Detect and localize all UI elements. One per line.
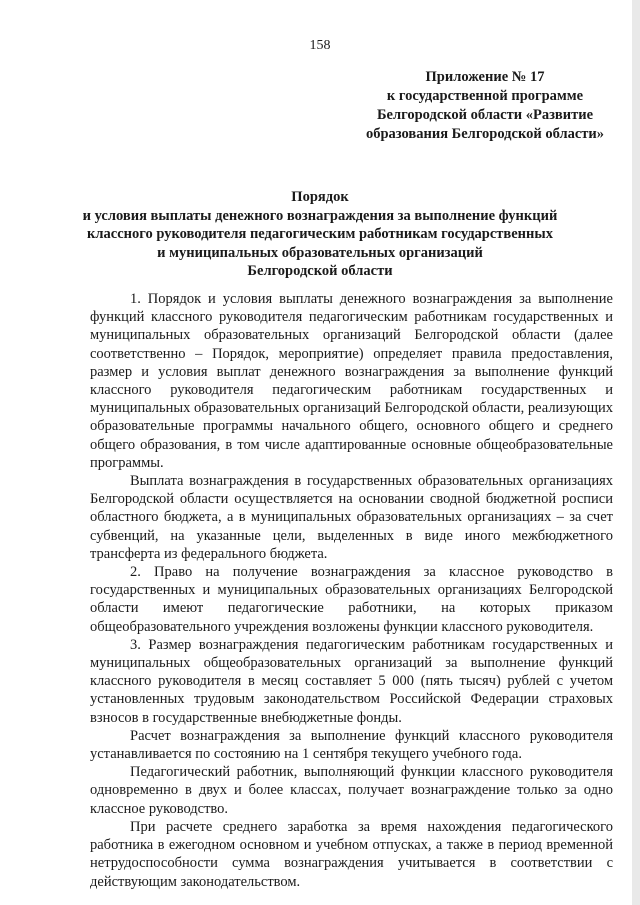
appendix-block xyxy=(350,68,620,144)
title-line: и муниципальных образовательных организаций xyxy=(157,244,483,261)
paragraph-6: Педагогический работник, выполняющий функции классного руководителя одновременно в двух и более классах, получает вознаграждение только за одно классное руководство. xyxy=(90,764,613,817)
paragraph-2: Выплата вознаграждения в государственных образовательных организациях Белгородской области осуществляется на основании сводной бюджетной росписи областного бюджета, а в муниципальных образовательных организациях – за счет субвенций, на указанные цели, выделенных в виде иного межбюджетного трансферта из федерального бюджета. xyxy=(90,473,613,562)
appendix-line: Приложение № 17 xyxy=(425,69,545,85)
title-line: и условия выплаты денежного вознаграждения за выполнение функций xyxy=(82,207,558,224)
title-line: классного руководителя педагогическим работникам государственных xyxy=(87,226,553,242)
paragraph-1: 1. Порядок и условия выплаты денежного вознаграждения за выполнение функций классного руководителя педагогическим работникам государственных и муниципальных образовательных организаций Белгородской области (далее соответственно – Порядок, мероприятие) определяет правила предоставления, размер и условия выплат денежного вознаграждения за выполнение функций классного руководителя педагогическим работникам государственных и муниципальных образовательных организаций Белгородской области, реализующих образовательные программы начального общего, основного общего и среднего общего образования, в том числе адаптированные основные общеобразовательные программы. xyxy=(90,291,613,471)
scan-edge xyxy=(632,0,640,905)
paragraph-5: Расчет вознаграждения за выполнение функций классного руководителя устанавливается по состоянию на 1 сентября текущего учебного года. xyxy=(90,727,613,763)
appendix-line: образования Белгородской области» xyxy=(365,126,605,142)
appendix-line: к государственной программе xyxy=(386,88,584,104)
document-body xyxy=(90,290,613,891)
appendix-line: Белгородской области «Развитие xyxy=(376,107,594,123)
paragraph-7: При расчете среднего заработка за время нахождения педагогического работника в ежегодном основном и учебном отпусках, а также в период временной нетрудоспособности сумма вознаграждения учитывается в соответствии с действующим законодательством. xyxy=(90,818,613,890)
document-title xyxy=(70,188,570,281)
page-number: 158 xyxy=(309,38,331,53)
title-line: Белгородской области xyxy=(247,263,393,279)
title-line: Порядок xyxy=(291,189,349,205)
paragraph-4: 3. Размер вознаграждения педагогическим работникам государственных и муниципальных общеобразовательных организаций за выполнение функций классного руководителя в месяц составляет 5 000 (пять тысяч) рублей с учетом установленных трудовым законодательством Российской Федерации страховых взносов в государственные внебюджетные фонды. xyxy=(90,636,613,726)
paragraph-3: 2. Право на получение вознаграждения за классное руководство в государственных и муниципальных образовательных организациях Белгородской области имеют педагогические работники, на которых приказом общеобразовательного учреждения возложены функции классного руководителя. xyxy=(90,564,613,635)
